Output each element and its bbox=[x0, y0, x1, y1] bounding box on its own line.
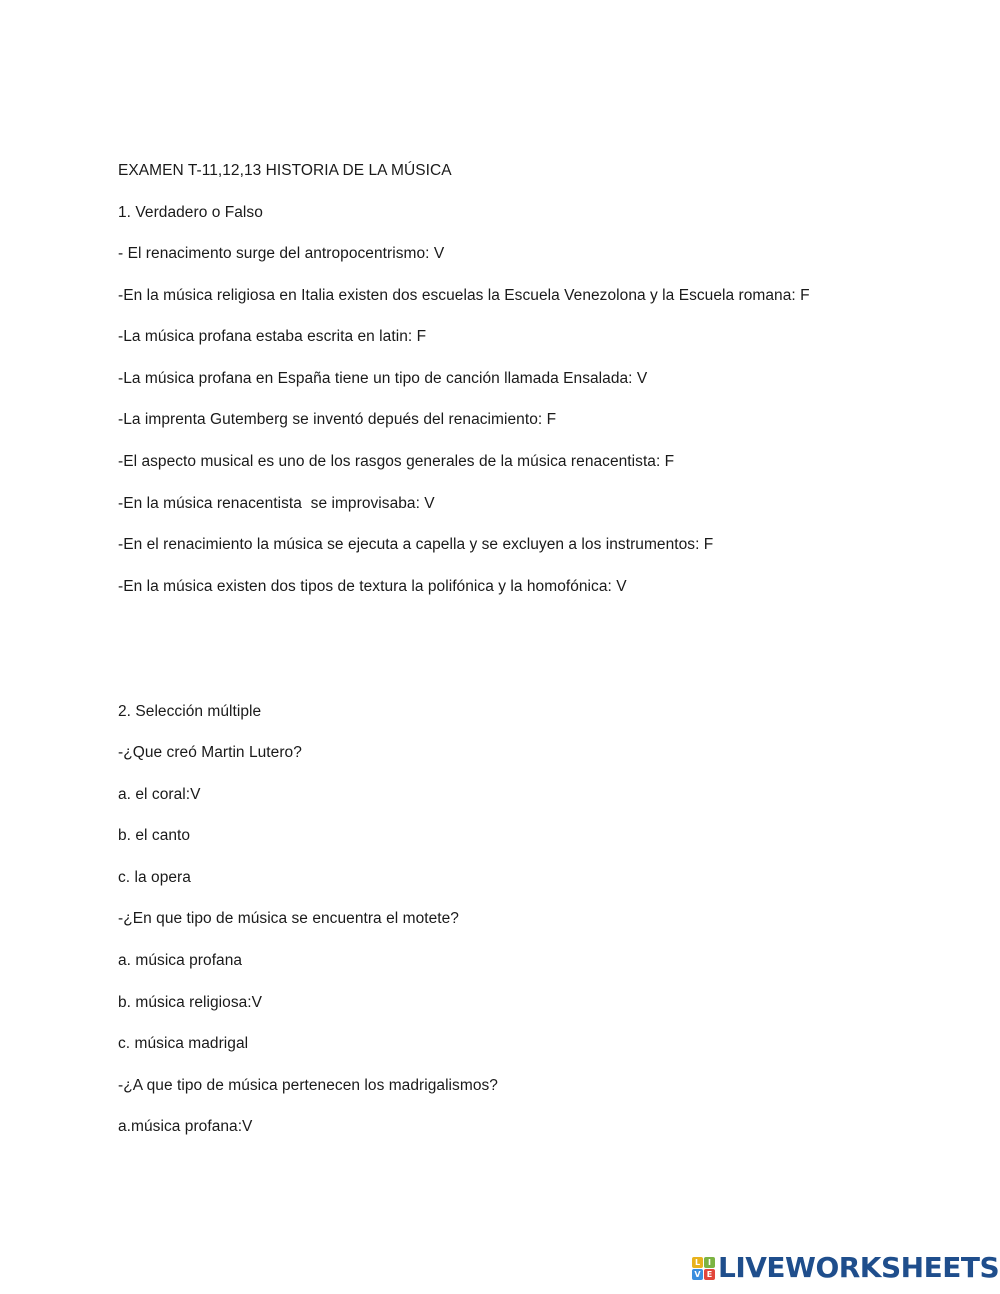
answer-option: a. el coral:V bbox=[118, 786, 201, 803]
answer-option: c. música madrigal bbox=[118, 1035, 249, 1052]
logo-tile-e: E bbox=[704, 1269, 715, 1280]
list-item: -En la música existen dos tipos de textura la polifónica y la homofónica: V bbox=[118, 578, 627, 595]
answer-option: c. la opera bbox=[118, 869, 191, 886]
answer-option: a.música profana:V bbox=[118, 1118, 253, 1135]
answer-option: b. música religiosa:V bbox=[118, 994, 263, 1011]
list-item: -El aspecto musical es uno de los rasgos generales de la música renacentista: F bbox=[118, 453, 675, 470]
logo-tile-i: I bbox=[704, 1257, 715, 1268]
liveworksheets-logo-icon bbox=[692, 1257, 715, 1280]
liveworksheets-brand bbox=[692, 1252, 999, 1284]
list-item: -La imprenta Gutemberg se inventó depués del renacimiento: F bbox=[118, 411, 557, 428]
section-heading-multiple-choice: 2. Selección múltiple bbox=[118, 703, 262, 720]
question: -¿Que creó Martin Lutero? bbox=[118, 744, 302, 761]
logo-tile-l: L bbox=[692, 1257, 703, 1268]
page-title: EXAMEN T-11,12,13 HISTORIA DE LA MÚSICA bbox=[118, 162, 452, 179]
section-heading-true-false: 1. Verdadero o Falso bbox=[118, 204, 263, 221]
list-item: -La música profana estaba escrita en latin: F bbox=[118, 328, 427, 345]
list-item: -En la música renacentista se improvisaba: V bbox=[118, 495, 435, 512]
answer-option: b. el canto bbox=[118, 827, 191, 844]
brand-wordmark: LIVEWORKSHEETS bbox=[718, 1251, 1000, 1284]
list-item: - El renacimento surge del antropocentrismo: V bbox=[118, 245, 445, 262]
logo-tile-v: V bbox=[692, 1269, 703, 1280]
list-item: -En el renacimiento la música se ejecuta a capella y se excluyen a los instrumentos: F bbox=[118, 536, 714, 553]
list-item: -La música profana en España tiene un tipo de canción llamada Ensalada: V bbox=[118, 370, 648, 387]
list-item: -En la música religiosa en Italia existen dos escuelas la Escuela Venezolona y la Escuela romana: F bbox=[118, 287, 810, 304]
answer-option: a. música profana bbox=[118, 952, 243, 969]
question: -¿En que tipo de música se encuentra el motete? bbox=[118, 910, 459, 927]
question: -¿A que tipo de música pertenecen los madrigalismos? bbox=[118, 1077, 498, 1094]
